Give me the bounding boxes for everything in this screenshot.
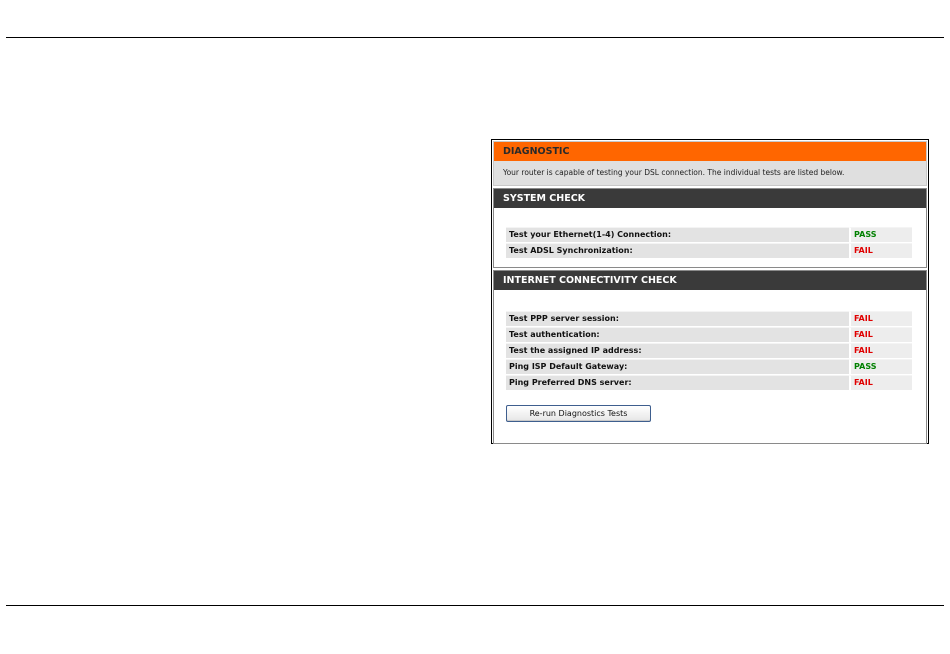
system-check-title: SYSTEM CHECK xyxy=(494,189,926,208)
test-result: FAIL xyxy=(849,343,912,358)
bottom-divider xyxy=(6,605,944,606)
table-row xyxy=(506,227,912,242)
diagnostic-section xyxy=(493,141,927,186)
test-label: Test PPP server session: xyxy=(506,311,849,326)
table-row xyxy=(506,311,912,326)
diagnostic-screenshot-panel xyxy=(491,139,929,444)
diagnostic-description: Your router is capable of testing your DSL connection. The individual tests are listed below. xyxy=(503,168,845,177)
table-row xyxy=(506,243,912,258)
test-result: FAIL xyxy=(849,375,912,390)
table-row xyxy=(506,359,912,374)
test-result: PASS xyxy=(849,359,912,374)
test-label: Test authentication: xyxy=(506,327,849,342)
diagnostic-title: DIAGNOSTIC xyxy=(494,142,926,161)
test-label: Ping Preferred DNS server: xyxy=(506,375,849,390)
test-result: PASS xyxy=(849,227,912,242)
rerun-diagnostics-button[interactable]: Re-run Diagnostics Tests xyxy=(506,405,651,422)
internet-check-table xyxy=(506,310,912,391)
test-label: Test the assigned IP address: xyxy=(506,343,849,358)
test-label: Ping ISP Default Gateway: xyxy=(506,359,849,374)
top-divider xyxy=(6,37,944,38)
internet-check-title: INTERNET CONNECTIVITY CHECK xyxy=(494,271,926,290)
table-row xyxy=(506,327,912,342)
test-result: FAIL xyxy=(849,311,912,326)
system-check-table xyxy=(506,226,912,259)
test-label: Test ADSL Synchronization: xyxy=(506,243,849,258)
internet-connectivity-section xyxy=(493,270,927,444)
table-row xyxy=(506,375,912,390)
test-result: FAIL xyxy=(849,327,912,342)
test-label: Test your Ethernet(1-4) Connection: xyxy=(506,227,849,242)
test-result: FAIL xyxy=(849,243,912,258)
system-check-section xyxy=(493,188,927,268)
table-row xyxy=(506,343,912,358)
